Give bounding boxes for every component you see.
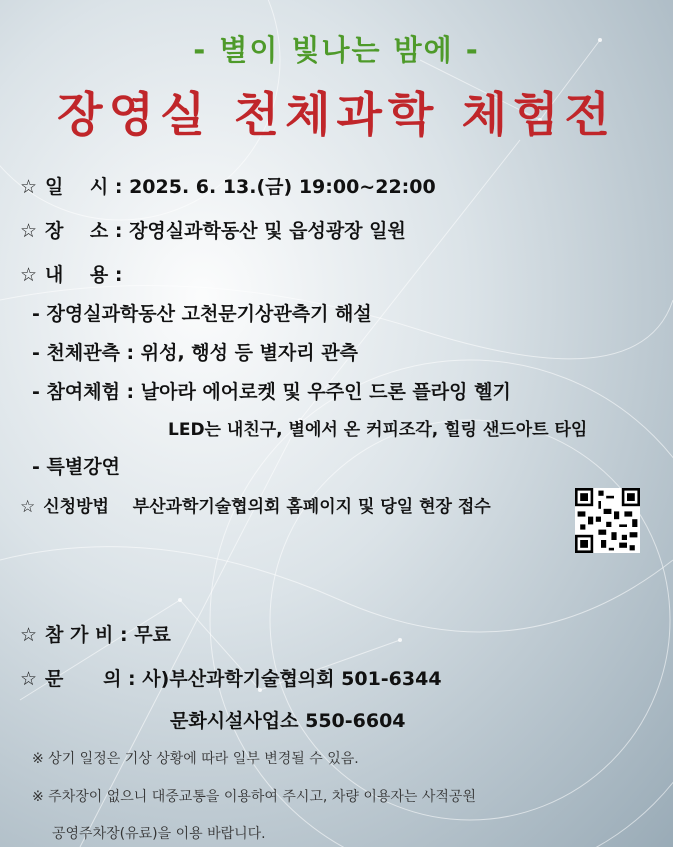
schedule-label: 일 시 : — [45, 176, 123, 198]
fee-value: 무료 — [134, 624, 171, 646]
apply-value: 부산과학기술협의회 홈페이지 및 당일 현장 접수 — [132, 497, 491, 517]
venue-label: 장 소 : — [45, 220, 123, 242]
contents-item: - 특별강연 — [32, 456, 120, 478]
contents-item: - 참여체험 : 날아라 에어로켓 및 우주인 드론 플라잉 헬기 — [32, 381, 511, 403]
qr-code-icon[interactable] — [575, 488, 640, 553]
star-icon: ☆ — [20, 668, 38, 690]
venue-row — [20, 216, 406, 243]
inquiry-label: 문 의 : — [45, 668, 136, 690]
contents-item: - 장영실과학동산 고천문기상관측기 해설 — [32, 303, 372, 325]
contents-row — [20, 260, 122, 287]
schedule-row — [20, 172, 436, 199]
notice-text: 공영주차장(유료)을 이용 바랍니다. — [52, 826, 266, 842]
fee-row — [20, 620, 171, 647]
schedule-value: 2025. 6. 13.(금) 19:00~22:00 — [129, 176, 436, 198]
star-icon: ☆ — [20, 264, 38, 286]
contents-item: - 천체관측 : 위성, 행성 등 별자리 관측 — [32, 342, 358, 364]
event-subtitle: - 별이 빛나는 밤에 - — [193, 33, 480, 67]
star-icon: ☆ — [20, 176, 38, 198]
star-icon: ☆ — [20, 220, 38, 242]
fee-label: 참 가 비 : — [45, 624, 128, 646]
event-title: 장영실 천체과학 체험전 — [57, 88, 616, 143]
star-icon: ☆ — [20, 497, 36, 517]
notice-text: ※ 상기 일정은 기상 상황에 따라 일부 변경될 수 있음. — [32, 751, 359, 767]
star-icon: ☆ — [20, 624, 38, 646]
apply-row — [20, 492, 491, 517]
apply-label: 신청방법 — [43, 497, 109, 517]
inquiry-value-1: 사)부산과학기술협의회 501-6344 — [142, 668, 442, 690]
venue-value: 장영실과학동산 및 읍성광장 일원 — [129, 220, 406, 242]
inquiry-row — [20, 664, 442, 691]
notice-text: ※ 주차장이 없으니 대중교통을 이용하여 주시고, 차량 이용자는 사적공원 — [32, 789, 476, 805]
contents-item: LED는 내친구, 별에서 온 커피조각, 힐링 샌드아트 타임 — [168, 420, 588, 440]
inquiry-value-2: 문화시설사업소 550-6604 — [170, 710, 406, 732]
contents-label: 내 용 : — [45, 264, 123, 286]
